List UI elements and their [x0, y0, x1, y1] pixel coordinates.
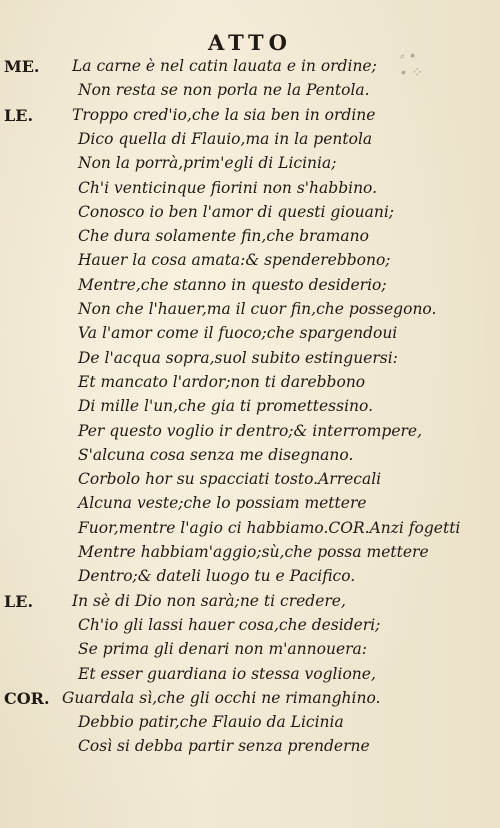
verse-text: Così si debba partir senza prenderne — [78, 737, 370, 756]
verse-text: Di mille l'un,che gia ti promettessino. — [78, 397, 374, 416]
verse-text: Et mancato l'ardor;non ti darebbono — [78, 372, 366, 391]
verse-text: Corbolo hor su spacciati tosto.Arrecali — [78, 470, 382, 489]
verse-text: Conosco io ben l'amor di questi giouani; — [78, 202, 394, 221]
page-header: ATTO — [208, 30, 292, 55]
verse-text: Debbio patir,che Flauio da Licinia — [78, 713, 344, 732]
speaker-label: COR. — [4, 688, 50, 708]
speaker-label: ME. — [4, 57, 40, 76]
margin-marks: ⸗ ∙ ∙ ⁘ — [400, 48, 424, 81]
verse-text: Che dura solamente fin,che bramano — [78, 227, 369, 246]
verse-text: Dico quella di Flauio,ma in la pentola — [78, 129, 373, 148]
verse-text: In sè di Dio non sarà;ne ti credere, — [72, 591, 346, 610]
verse-text: Ch'i venticinque fiorini non s'habbino. — [78, 178, 378, 197]
verse-text: Hauer la cosa amata:& spenderebbono; — [78, 251, 391, 270]
verse-text: Et esser guardiana io stessa voglione, — [78, 664, 376, 683]
verse-text: Non che l'hauer,ma il cuor fin,che possegono. — [78, 300, 437, 318]
verse-text: Ch'io gli lassi hauer cosa,che desideri; — [78, 615, 381, 634]
verse-text: De l'acqua sopra,suol subito estinguersi: — [78, 348, 398, 367]
verse-text: S'alcuna cosa senza me disegnano. — [78, 445, 354, 464]
speaker-label: LE. — [4, 591, 34, 611]
verse-text: Troppo cred'io,che la sia ben in ordine — [72, 105, 376, 124]
verse-text: Non la porrà,prim'egli di Licinia; — [78, 154, 337, 173]
speaker-label: LE. — [4, 105, 34, 125]
verse-text: Mentre habbiam'aggio;sù,che possa mettere — [78, 543, 429, 561]
verse-text: La carne è nel catin lauata e in ordine; — [72, 57, 377, 75]
verse-text: Fuor,mentre l'agio ci habbiamo.COR.Anzi fogetti — [78, 518, 461, 537]
verse-text: Per questo voglio ir dentro;& interrompere, — [78, 421, 423, 440]
verse-text: Se prima gli denari non m'annouera: — [78, 640, 367, 659]
verse-text: Mentre,che stanno in questo desiderio; — [78, 275, 387, 294]
verse-text: Va l'amor come il fuoco;che spargendoui — [78, 324, 398, 343]
verse-text: Dentro;& dateli luogo tu e Pacifico. — [78, 567, 356, 586]
verse-text: Alcuna veste;che lo possiam mettere — [78, 494, 367, 513]
verse-text: Non resta se non porla ne la Pentola. — [78, 81, 370, 100]
verse-text: Guardala sì,che gli occhi ne rimanghino. — [62, 688, 381, 707]
